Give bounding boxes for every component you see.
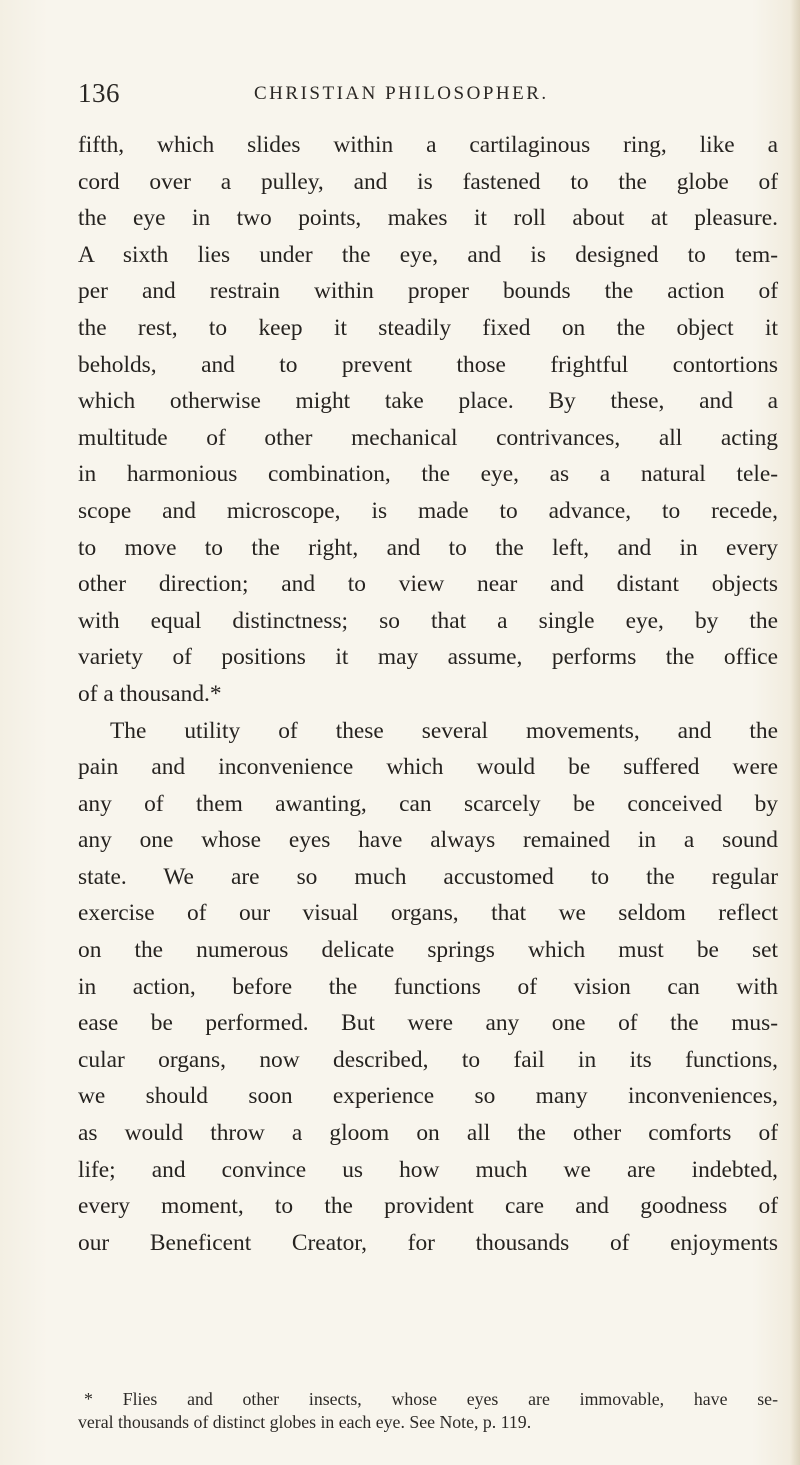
text-line: other direction; and to view near and distant objects [78, 571, 778, 598]
text-line: cular organs, now described, to fail in its functions, [78, 1046, 778, 1073]
text-line: as would throw a gloom on all the other comforts of [78, 1120, 778, 1147]
text-line: ease be performed. But were any one of the mus- [78, 1010, 778, 1037]
text-line: our Beneficent Creator, for thousands of enjoyments [78, 1229, 778, 1256]
text-line: variety of positions it may assume, performs the office [78, 644, 778, 671]
text-line: per and restrain within proper bounds the action of [78, 278, 778, 305]
text-line: life; and convince us how much we are indebted, [78, 1156, 778, 1183]
text-line: A sixth lies under the eye, and is designed to tem- [78, 241, 778, 268]
text-line: every moment, to the provident care and goodness of [78, 1193, 778, 1220]
footnote [78, 1388, 778, 1434]
page-number: 136 [78, 78, 120, 108]
text-line: pain and inconvenience which would be suffered were [78, 754, 778, 781]
paragraph-end-line: of a thousand.* [78, 680, 222, 707]
body-text [78, 127, 778, 1261]
text-line: exercise of our visual organs, that we seldom reflect [78, 900, 778, 927]
text-line: scope and microscope, is made to advance, to recede, [78, 497, 778, 524]
text-line: beholds, and to prevent those frightful contortions [78, 351, 778, 378]
paragraph-start-line: The utility of these several movements, and the [110, 717, 778, 744]
text-line: which otherwise might take place. By these, and a [78, 388, 778, 415]
text-line: in harmonious combination, the eye, as a natural tele- [78, 461, 778, 488]
page-header [78, 78, 778, 114]
text-line: multitude of other mechanical contrivances, all acting [78, 424, 778, 451]
text-line: in action, before the functions of vision can with [78, 973, 778, 1000]
text-line: with equal distinctness; so that a single eye, by the [78, 607, 778, 634]
text-line: the rest, to keep it steadily fixed on the object it [78, 314, 778, 341]
text-line: any one whose eyes have always remained in a sound [78, 827, 778, 854]
text-line: we should soon experience so many inconveniences, [78, 1083, 778, 1110]
text-line: state. We are so much accustomed to the regular [78, 863, 778, 890]
text-line: on the numerous delicate springs which must be set [78, 937, 778, 964]
footnote-line: * Flies and other insects, whose eyes are immovable, have se- [84, 1389, 778, 1409]
text-line: cord over a pulley, and is fastened to the globe of [78, 168, 778, 195]
footnote-line: veral thousands of distinct globes in each eye. See Note, p. 119. [78, 1412, 532, 1432]
text-line: any of them awanting, can scarcely be conceived by [78, 790, 778, 817]
running-head: CHRISTIAN PHILOSOPHER. [254, 83, 549, 104]
text-line: fifth, which slides within a cartilaginous ring, like a [78, 132, 778, 158]
text-line: to move to the right, and to the left, and in every [78, 534, 778, 561]
page-edge-shadow [790, 0, 800, 1465]
text-line: the eye in two points, makes it roll about at pleasure. [78, 205, 778, 232]
